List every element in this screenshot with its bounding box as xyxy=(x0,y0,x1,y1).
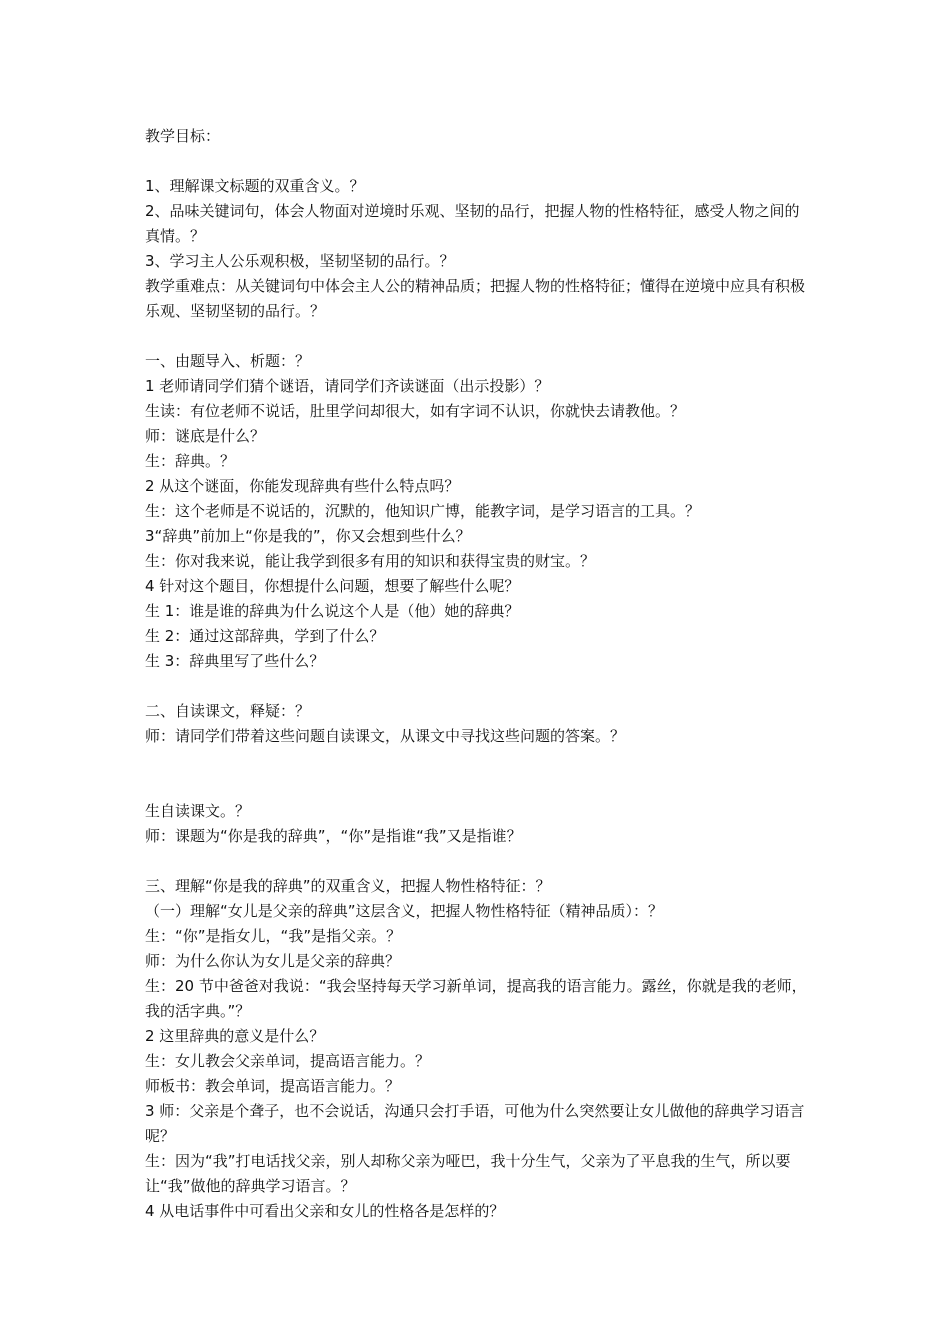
objectives-heading: 教学目标： xyxy=(145,127,221,145)
blank-gap xyxy=(145,749,810,799)
lesson-line: 生读：有位老师不说话，肚里学问却很大，如有字词不认识，你就快去请教他。？ xyxy=(145,402,686,420)
lesson-line: 师：课题为“你是我的辞典”，“你”是指谁“我”又是指谁？ xyxy=(145,827,522,845)
goal-item: 1、理解课文标题的双重含义。？ xyxy=(145,177,365,195)
lesson-line: 生：这个老师是不说话的，沉默的，他知识广博，能教字词，是学习语言的工具。？ xyxy=(145,502,701,520)
key-difficulty: 教学重难点：从关键词句中体会主人公的精神品质；把握人物的性格特征；懂得在逆境中应具有积极乐观、坚韧坚韧的品行。？ xyxy=(145,277,806,320)
goal-item: 2、品味关键词句，体会人物面对逆境时乐观、坚韧的品行，把握人物的性格特征，感受人物之间的真情。？ xyxy=(145,202,800,245)
lesson-line: 3“辞典”前加上“你是我的”，你又会想到些什么？ xyxy=(145,527,471,545)
lesson-line: 生自读课文。？ xyxy=(145,802,251,820)
section-title: 一、由题导入、析题：？ xyxy=(145,352,311,370)
section-title: 二、自读课文，释疑：？ xyxy=(145,702,311,720)
lesson-line: 师：为什么你认为女儿是父亲的辞典？ xyxy=(145,952,401,970)
lesson-line: 生 3：辞典里写了些什么？ xyxy=(145,652,325,670)
section-title: 三、理解“你是我的辞典”的双重含义，把握人物性格特征：？ xyxy=(145,877,551,895)
lesson-line: 生：因为“我”打电话找父亲，别人却称父亲为哑巴，我十分生气，父亲为了平息我的生气，所以要让“我”做他的辞典学习语言。？ xyxy=(145,1152,791,1195)
blank-line xyxy=(145,324,810,349)
lesson-line: 生：“你”是指女儿，“我”是指父亲。？ xyxy=(145,927,402,945)
lesson-line: 生：你对我来说，能让我学到很多有用的知识和获得宝贵的财宝。？ xyxy=(145,552,596,570)
lesson-line: 生 2：通过这部辞典，学到了什么？ xyxy=(145,627,385,645)
blank-line xyxy=(145,674,810,699)
lesson-line: 生：辞典。？ xyxy=(145,452,236,470)
blank-line xyxy=(145,149,810,174)
document-body xyxy=(145,124,810,1224)
lesson-line: （一）理解“女儿是父亲的辞典”这层含义，把握人物性格特征（精神品质）：？ xyxy=(145,902,664,920)
lesson-line: 师：谜底是什么？ xyxy=(145,427,266,445)
lesson-line: 生：女儿教会父亲单词，提高语言能力。？ xyxy=(145,1052,431,1070)
lesson-line: 2 这里辞典的意义是什么？ xyxy=(145,1027,325,1045)
lesson-line: 师：请同学们带着这些问题自读课文，从课文中寻找这些问题的答案。？ xyxy=(145,727,626,745)
lesson-line: 2 从这个谜面，你能发现辞典有些什么特点吗？ xyxy=(145,477,460,495)
lesson-line: 3 师：父亲是个聋子，也不会说话，沟通只会打手语，可他为什么突然要让女儿做他的辞典学习语言呢？ xyxy=(145,1102,805,1145)
lesson-line: 师板书：教会单词，提高语言能力。？ xyxy=(145,1077,401,1095)
blank-line xyxy=(145,849,810,874)
goal-item: 3、学习主人公乐观积极，坚韧坚韧的品行。？ xyxy=(145,252,455,270)
lesson-line: 生：20 节中爸爸对我说：“我会坚持每天学习新单词，提高我的语言能力。露丝，你就是我的老师，我的活字典。”？ xyxy=(145,977,807,1020)
lesson-line: 1 老师请同学们猜个谜语，请同学们齐读谜面（出示投影）？ xyxy=(145,377,550,395)
lesson-line: 4 针对这个题目，你想提什么问题，想要了解些什么呢？ xyxy=(145,577,520,595)
lesson-line: 4 从电话事件中可看出父亲和女儿的性格各是怎样的？ xyxy=(145,1202,505,1220)
lesson-line: 生 1：谁是谁的辞典为什么说这个人是（他）她的辞典？ xyxy=(145,602,520,620)
